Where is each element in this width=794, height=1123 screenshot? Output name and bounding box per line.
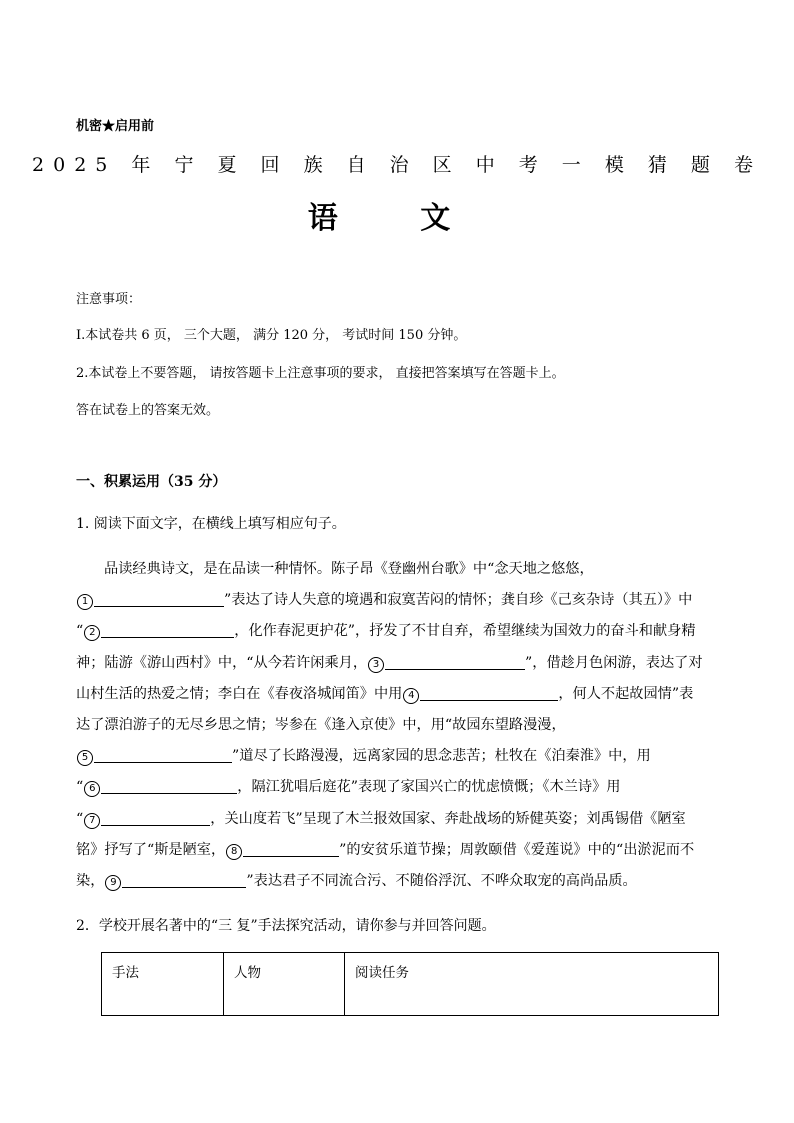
blank-number: 2 <box>84 625 100 641</box>
notice-item-2: 2.本试卷上不要答题， 请按答题卡上注意事项的要求， 直接把答案填写在答题卡上。 <box>76 366 565 381</box>
passage-line <box>76 866 726 897</box>
passage-line <box>76 741 726 772</box>
passage-text: ，化作春泥更护花”，抒发了不甘自弃，希望继续为国效力的奋斗和献身精 <box>234 623 696 640</box>
passage-text: 神；陆游《游山西村》中，“从今若许闲乘月， <box>76 654 368 671</box>
passage-text: “ <box>76 810 84 827</box>
answer-blank-4[interactable] <box>420 684 558 701</box>
answer-blank-5[interactable] <box>94 746 232 763</box>
passage-text: ”表达君子不同流合污、不随俗浮沉、不哗众取宠的高尚品质。 <box>246 872 637 889</box>
blank-number: 9 <box>105 875 121 891</box>
passage-line <box>76 804 726 835</box>
subject-title: 语 文 <box>307 201 487 236</box>
table-header-task: 阅读任务 <box>345 953 719 1016</box>
table-header-character: 人物 <box>224 953 345 1016</box>
question-1-passage <box>76 554 726 897</box>
blank-number: 7 <box>84 813 100 829</box>
passage-text: ”的安贫乐道节操；周敦颐借《爱莲说》中的“出淤泥而不 <box>339 841 695 858</box>
passage-text: “ <box>76 779 84 796</box>
passage-line <box>76 554 726 585</box>
blank-number: 5 <box>77 750 93 766</box>
passage-text: 铭》抒写了“斯是陋室， <box>76 841 226 858</box>
notice-label: 注意事项： <box>76 292 142 307</box>
task-table <box>101 952 719 1016</box>
answer-blank-8[interactable] <box>243 840 339 857</box>
passage-text: ”，借趁月色闲游，表达了对 <box>525 654 703 671</box>
exam-title: 2025 年 宁 夏 回 族 自 治 区 中 考 一 模 猜 题 卷 <box>32 154 762 176</box>
passage-text: 达了漂泊游子的无尽乡思之情；岑参在《逢入京使》中，用“故园东望路漫漫， <box>76 716 566 733</box>
passage-line <box>76 835 726 866</box>
passage-text: “ <box>76 623 84 640</box>
blank-number: 8 <box>226 844 242 860</box>
answer-blank-7[interactable] <box>101 809 210 826</box>
passage-text: ”道尽了长路漫漫，远离家园的思念悲苦；杜牧在《泊秦淮》中，用 <box>232 748 651 765</box>
table-header-method: 手法 <box>102 953 224 1016</box>
answer-blank-2[interactable] <box>101 621 234 638</box>
blank-number: 4 <box>403 688 419 704</box>
passage-text: ，关山度若飞”呈现了木兰报效国家、奔赴战场的矫健英姿；刘禹锡借《陋室 <box>210 810 686 827</box>
passage-line <box>76 679 726 710</box>
secret-mark: 机密★启用前 <box>76 119 155 134</box>
notice-item-1: I.本试卷共 6 页， 三个大题， 满分 120 分， 考试时间 150 分钟。 <box>76 328 467 343</box>
passage-line <box>76 648 726 679</box>
passage-text: 染， <box>76 872 105 889</box>
section-heading: 一、积累运用（35 分） <box>76 474 227 490</box>
table-row <box>102 953 719 1016</box>
passage-line <box>76 585 726 616</box>
blank-number: 1 <box>77 594 93 610</box>
passage-text: ”表达了诗人失意的境遇和寂寞苦闷的情怀；龚自珍《己亥杂诗（其五）》中 <box>224 592 693 609</box>
blank-number: 6 <box>84 781 100 797</box>
passage-text: ，何人不起故园情”表 <box>558 685 694 702</box>
question-1-prompt: 1. 阅读下面文字，在横线上填写相应句子。 <box>76 516 346 532</box>
passage-line <box>76 772 726 803</box>
passage-line <box>76 710 726 741</box>
answer-blank-1[interactable] <box>94 590 224 607</box>
passage-line <box>76 616 726 647</box>
passage-text: 山村生活的热爱之情；李白在《春夜洛城闻笛》中用 <box>76 685 403 702</box>
answer-blank-3[interactable] <box>385 653 525 670</box>
question-2-prompt: 2．学校开展名著中的“三 复”手法探究活动，请你参与并回答问题。 <box>76 918 496 934</box>
answer-blank-9[interactable] <box>122 871 246 888</box>
passage-text: 品读经典诗文，是在品读一种情怀。陈子昂《登幽州台歌》中“念天地之悠悠， <box>104 561 594 577</box>
notice-item-3: 答在试卷上的答案无效。 <box>76 403 220 418</box>
passage-text: ，隔江犹唱后庭花”表现了家国兴亡的忧虑愤慨；《木兰诗》用 <box>237 779 621 796</box>
answer-blank-6[interactable] <box>101 777 237 794</box>
blank-number: 3 <box>368 657 384 673</box>
